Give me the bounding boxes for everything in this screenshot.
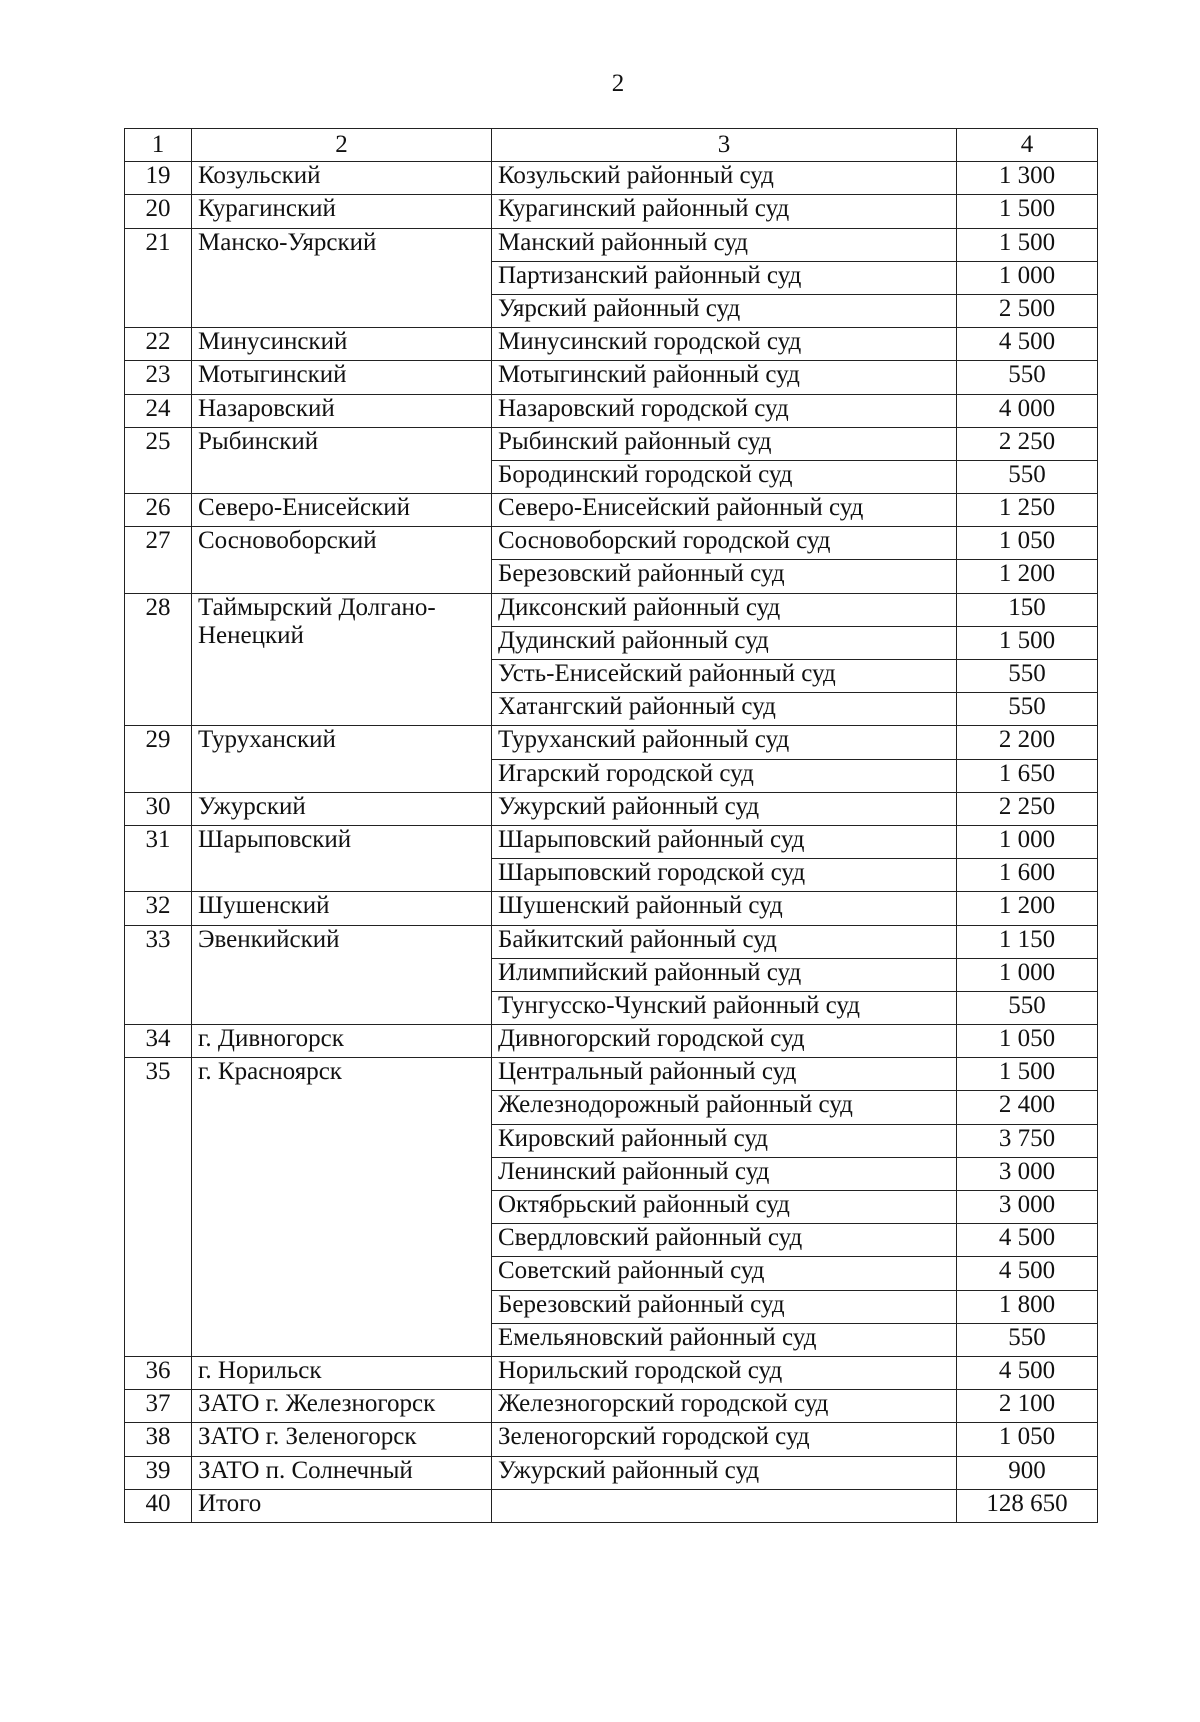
- allocation-value: 3 000: [957, 1191, 1098, 1224]
- allocation-value: 128 650: [957, 1489, 1098, 1522]
- court-allocation-table: [124, 128, 1098, 1523]
- court-name: Шушенский районный суд: [492, 892, 957, 925]
- allocation-value: 550: [957, 460, 1098, 493]
- court-name: Назаровский городской суд: [492, 394, 957, 427]
- row-number: 25: [125, 427, 192, 493]
- allocation-value: 1 050: [957, 1025, 1098, 1058]
- district-name: ЗАТО г. Железногорск: [192, 1390, 492, 1423]
- district-name: г. Красноярск: [192, 1058, 492, 1357]
- allocation-value: 2 200: [957, 726, 1098, 759]
- table-row: [125, 1456, 1098, 1489]
- row-number: 38: [125, 1423, 192, 1456]
- table-row: [125, 792, 1098, 825]
- court-name: Ужурский районный суд: [492, 792, 957, 825]
- table-row: [125, 1390, 1098, 1423]
- allocation-value: 2 400: [957, 1091, 1098, 1124]
- table-row: [125, 162, 1098, 195]
- allocation-value: 2 500: [957, 294, 1098, 327]
- table-header-row: [125, 129, 1098, 162]
- district-name: Курагинский: [192, 195, 492, 228]
- allocation-value: 550: [957, 991, 1098, 1024]
- allocation-value: 1 000: [957, 261, 1098, 294]
- row-number: 23: [125, 361, 192, 394]
- allocation-value: 1 650: [957, 759, 1098, 792]
- district-name: Ужурский: [192, 792, 492, 825]
- district-name: Сосновоборский: [192, 527, 492, 593]
- table-row: [125, 394, 1098, 427]
- court-name: Северо-Енисейский районный суд: [492, 494, 957, 527]
- court-name: Советский районный суд: [492, 1257, 957, 1290]
- row-number: 29: [125, 726, 192, 792]
- court-name: [492, 1489, 957, 1522]
- allocation-value: 2 250: [957, 792, 1098, 825]
- row-number: 28: [125, 593, 192, 726]
- allocation-value: 4 500: [957, 1224, 1098, 1257]
- court-name: Козульский районный суд: [492, 162, 957, 195]
- court-name: Диксонский районный суд: [492, 593, 957, 626]
- court-name: Железнодорожный районный суд: [492, 1091, 957, 1124]
- header-cell-4: 4: [957, 129, 1098, 162]
- court-name: Железногорский городской суд: [492, 1390, 957, 1423]
- allocation-value: 1 250: [957, 494, 1098, 527]
- court-name: Октябрьский районный суд: [492, 1191, 957, 1224]
- district-name: Шарыповский: [192, 825, 492, 891]
- allocation-value: 1 600: [957, 859, 1098, 892]
- court-name: Березовский районный суд: [492, 1290, 957, 1323]
- court-name: Игарский городской суд: [492, 759, 957, 792]
- district-name: Козульский: [192, 162, 492, 195]
- allocation-value: 2 100: [957, 1390, 1098, 1423]
- row-number: 32: [125, 892, 192, 925]
- allocation-value: 3 750: [957, 1124, 1098, 1157]
- row-number: 19: [125, 162, 192, 195]
- allocation-value: 1 500: [957, 228, 1098, 261]
- table-row: [125, 1423, 1098, 1456]
- table-row: [125, 825, 1098, 858]
- court-name: Норильский городской суд: [492, 1356, 957, 1389]
- header-cell-2: 2: [192, 129, 492, 162]
- district-name: Итого: [192, 1489, 492, 1522]
- court-name: Центральный районный суд: [492, 1058, 957, 1091]
- district-name: г. Норильск: [192, 1356, 492, 1389]
- row-number: 21: [125, 228, 192, 328]
- court-name: Шарыповский районный суд: [492, 825, 957, 858]
- row-number: 33: [125, 925, 192, 1025]
- court-name: Кировский районный суд: [492, 1124, 957, 1157]
- allocation-value: 1 000: [957, 825, 1098, 858]
- court-name: Манский районный суд: [492, 228, 957, 261]
- district-name: Северо-Енисейский: [192, 494, 492, 527]
- row-number: 34: [125, 1025, 192, 1058]
- court-name: Шарыповский городской суд: [492, 859, 957, 892]
- court-name: Ленинский районный суд: [492, 1157, 957, 1190]
- district-name: Назаровский: [192, 394, 492, 427]
- table-row: [125, 593, 1098, 626]
- table-row: [125, 228, 1098, 261]
- row-number: 37: [125, 1390, 192, 1423]
- allocation-value: 4 500: [957, 328, 1098, 361]
- allocation-value: 150: [957, 593, 1098, 626]
- district-name: Мотыгинский: [192, 361, 492, 394]
- allocation-value: 4 500: [957, 1356, 1098, 1389]
- row-number: 39: [125, 1456, 192, 1489]
- court-name: Березовский районный суд: [492, 560, 957, 593]
- table-row: [125, 1058, 1098, 1091]
- district-name: Таймырский Долгано-Ненецкий: [192, 593, 492, 726]
- allocation-value: 1 150: [957, 925, 1098, 958]
- district-name: Шушенский: [192, 892, 492, 925]
- row-number: 31: [125, 825, 192, 891]
- allocation-value: 3 000: [957, 1157, 1098, 1190]
- district-name: ЗАТО г. Зеленогорск: [192, 1423, 492, 1456]
- allocation-value: 900: [957, 1456, 1098, 1489]
- allocation-value: 550: [957, 693, 1098, 726]
- allocation-value: 1 050: [957, 527, 1098, 560]
- district-name: г. Дивногорск: [192, 1025, 492, 1058]
- court-name: Усть-Енисейский районный суд: [492, 660, 957, 693]
- page-number: 2: [611, 70, 625, 97]
- header-cell-3: 3: [492, 129, 957, 162]
- court-name: Свердловский районный суд: [492, 1224, 957, 1257]
- row-number: 30: [125, 792, 192, 825]
- court-name: Хатангский районный суд: [492, 693, 957, 726]
- allocation-value: 550: [957, 660, 1098, 693]
- allocation-value: 1 050: [957, 1423, 1098, 1456]
- row-number: 35: [125, 1058, 192, 1357]
- header-cell-1: 1: [125, 129, 192, 162]
- court-name: Ужурский районный суд: [492, 1456, 957, 1489]
- court-name: Партизанский районный суд: [492, 261, 957, 294]
- court-name: Минусинский городской суд: [492, 328, 957, 361]
- court-name: Уярский районный суд: [492, 294, 957, 327]
- district-name: Эвенкийский: [192, 925, 492, 1025]
- allocation-value: 4 000: [957, 394, 1098, 427]
- table-row: [125, 726, 1098, 759]
- row-number: 24: [125, 394, 192, 427]
- row-number: 26: [125, 494, 192, 527]
- table-row: [125, 1489, 1098, 1522]
- row-number: 40: [125, 1489, 192, 1522]
- allocation-value: 1 500: [957, 195, 1098, 228]
- table-row: [125, 892, 1098, 925]
- court-name: Тунгусско-Чунский районный суд: [492, 991, 957, 1024]
- row-number: 27: [125, 527, 192, 593]
- court-name: Мотыгинский районный суд: [492, 361, 957, 394]
- allocation-value: 550: [957, 361, 1098, 394]
- court-name: Емельяновский районный суд: [492, 1323, 957, 1356]
- row-number: 36: [125, 1356, 192, 1389]
- table-row: [125, 1356, 1098, 1389]
- table-row: [125, 195, 1098, 228]
- district-name: ЗАТО п. Солнечный: [192, 1456, 492, 1489]
- district-name: Минусинский: [192, 328, 492, 361]
- row-number: 20: [125, 195, 192, 228]
- table-row: [125, 925, 1098, 958]
- court-name: Зеленогорский городской суд: [492, 1423, 957, 1456]
- court-name: Илимпийский районный суд: [492, 958, 957, 991]
- allocation-value: 1 500: [957, 1058, 1098, 1091]
- court-name: Курагинский районный суд: [492, 195, 957, 228]
- allocation-value: 4 500: [957, 1257, 1098, 1290]
- district-name: Рыбинский: [192, 427, 492, 493]
- table-row: [125, 1025, 1098, 1058]
- allocation-value: 550: [957, 1323, 1098, 1356]
- allocation-value: 2 250: [957, 427, 1098, 460]
- court-name: Туруханский районный суд: [492, 726, 957, 759]
- allocation-value: 1 300: [957, 162, 1098, 195]
- table-row: [125, 427, 1098, 460]
- table-row: [125, 361, 1098, 394]
- allocation-value: 1 200: [957, 892, 1098, 925]
- district-name: Туруханский: [192, 726, 492, 792]
- table-row: [125, 328, 1098, 361]
- court-name: Байкитский районный суд: [492, 925, 957, 958]
- allocation-value: 1 000: [957, 958, 1098, 991]
- allocation-value: 1 200: [957, 560, 1098, 593]
- court-name: Рыбинский районный суд: [492, 427, 957, 460]
- court-name: Дивногорский городской суд: [492, 1025, 957, 1058]
- court-name: Дудинский районный суд: [492, 626, 957, 659]
- allocation-value: 1 500: [957, 626, 1098, 659]
- table-row: [125, 494, 1098, 527]
- court-name: Бородинский городской суд: [492, 460, 957, 493]
- row-number: 22: [125, 328, 192, 361]
- allocation-value: 1 800: [957, 1290, 1098, 1323]
- court-name: Сосновоборский городской суд: [492, 527, 957, 560]
- district-name: Манско-Уярский: [192, 228, 492, 328]
- table-row: [125, 527, 1098, 560]
